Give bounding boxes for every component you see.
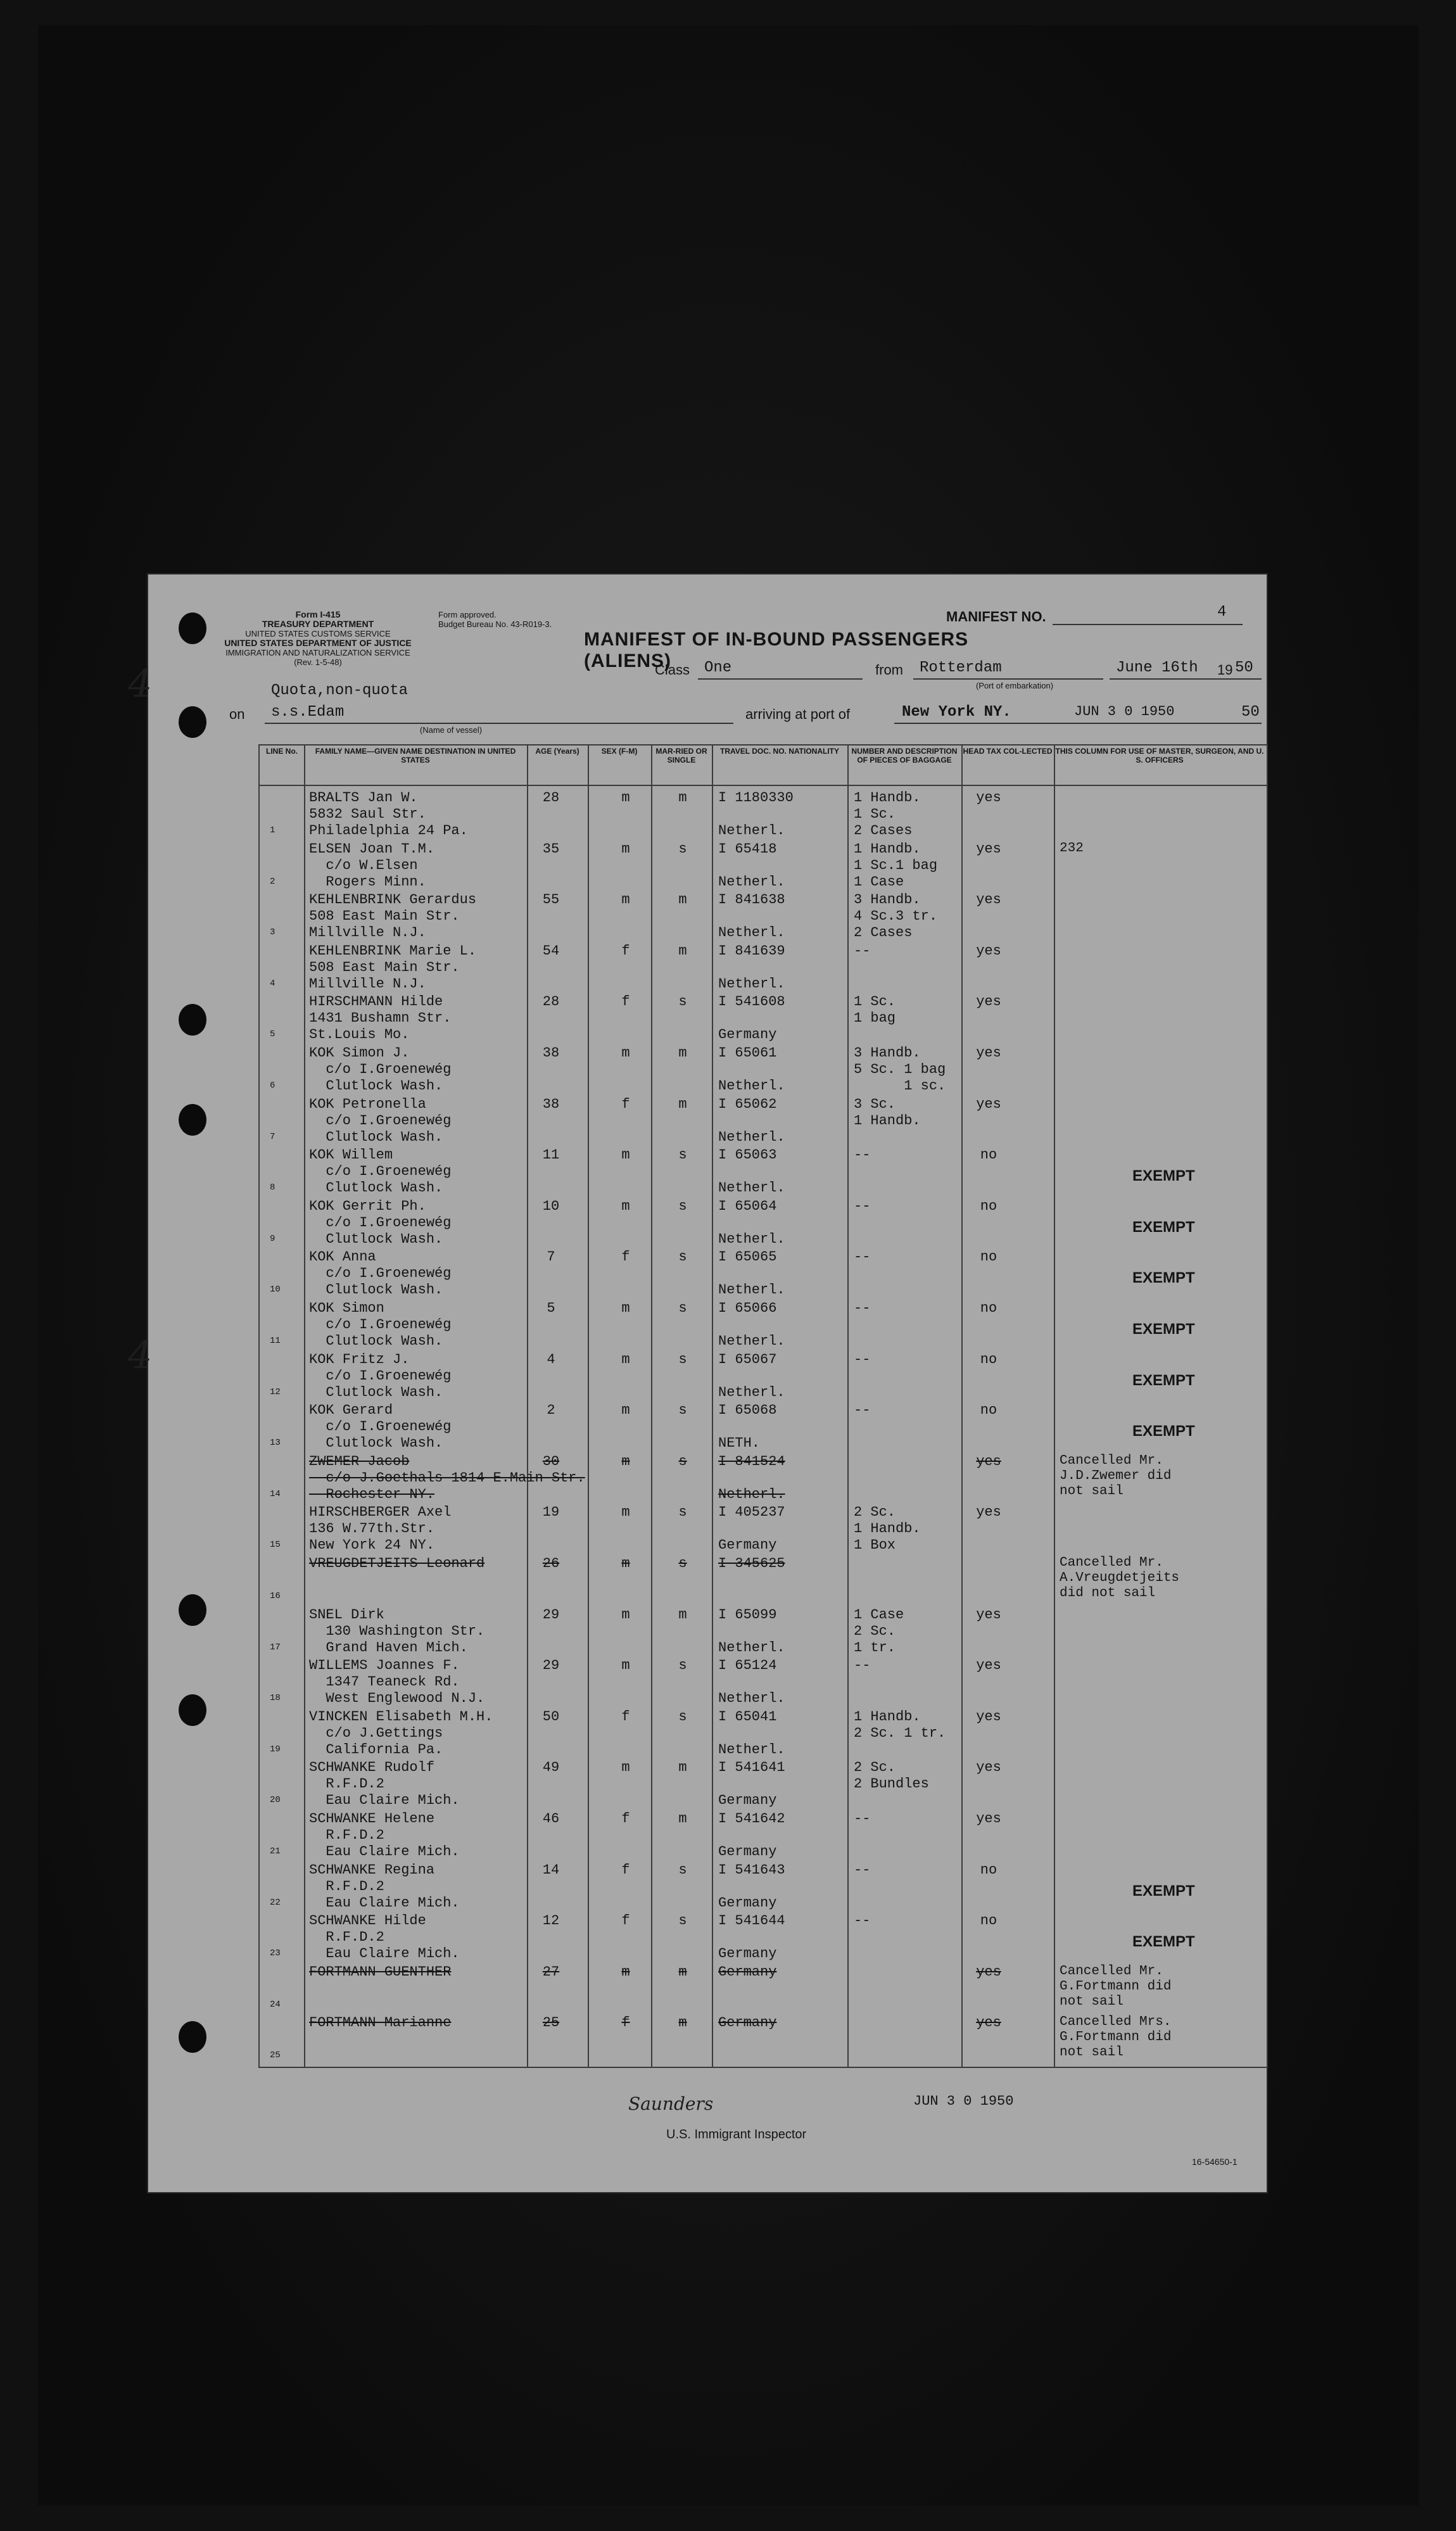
passenger-age: 35	[542, 840, 560, 857]
head-tax-collected: no	[980, 1249, 997, 1266]
line-number: 23	[270, 1948, 281, 1959]
underline	[1053, 624, 1243, 625]
table-row	[258, 1146, 1268, 1198]
inspector-signature: Saunders	[628, 2093, 714, 2114]
passenger-sex: m	[621, 1198, 630, 1214]
passenger-name-destination: ZWEMER Jacob c/o J.Goethals 1814 E.Main Str. Rochester NY.	[309, 1453, 585, 1502]
passenger-name-destination: ELSEN Joan T.M. c/o W.Elsen Rogers Minn.	[309, 840, 435, 890]
passenger-name-destination: FORTMANN Marianne	[309, 2015, 452, 2031]
line-number: 7	[270, 1131, 275, 1142]
head-tax-collected: yes	[976, 994, 1001, 1010]
officer-remarks: 232	[1060, 840, 1084, 856]
punch-hole	[179, 1104, 206, 1136]
line-number: 13	[270, 1438, 281, 1449]
head-tax-collected: yes	[976, 840, 1001, 857]
vessel-caption: (Name of vessel)	[419, 725, 483, 735]
punch-hole	[179, 1004, 206, 1036]
passenger-name-destination: VREUGDETJEITS Leonard	[309, 1556, 485, 1571]
table-row	[258, 1095, 1268, 1147]
line-number: 9	[270, 1233, 275, 1244]
baggage-description: 2 Sc. 2 Bundles	[854, 1760, 929, 1792]
passenger-name-destination: KOK Willem c/o I.Groenewég Clutlock Wash.	[309, 1147, 452, 1196]
form-code: 16-54650-1	[1192, 2157, 1238, 2167]
passenger-age: 49	[542, 1760, 560, 1776]
travel-doc-nationality: Germany	[718, 1963, 777, 1980]
table-rule	[258, 785, 1268, 786]
passenger-age: 27	[542, 1963, 560, 1980]
underline	[1110, 678, 1262, 680]
passenger-age: 50	[542, 1708, 560, 1725]
column-header-married: MAR-RIED OR SINGLE	[655, 747, 707, 764]
passenger-age: 38	[542, 1045, 560, 1061]
line-number: 25	[270, 2050, 281, 2061]
passenger-age: 29	[542, 1606, 560, 1623]
officer-remarks: Cancelled Mr. G.Fortmann did not sail	[1060, 1963, 1172, 2009]
punch-hole	[179, 1594, 206, 1626]
travel-doc-nationality: I 541608 Germany	[718, 994, 785, 1043]
line-number: 3	[270, 927, 275, 938]
table-row	[258, 1503, 1268, 1555]
column-header-baggage: NUMBER AND DESCRIPTION OF PIECES OF BAGGAGE	[851, 747, 958, 764]
travel-doc-nationality: I 65065 Netherl.	[718, 1249, 785, 1298]
passenger-sex: f	[621, 1096, 630, 1112]
marital-status: s	[678, 1556, 687, 1571]
line-number: 5	[270, 1029, 275, 1040]
travel-doc-nationality: I 65063 Netherl.	[718, 1147, 785, 1196]
table-row	[258, 1708, 1268, 1760]
travel-doc-nationality: I 65068 NETH.	[718, 1402, 777, 1452]
passenger-name-destination: KEHLENBRINK Marie L. 508 East Main Str. Millville N.J.	[309, 942, 477, 992]
marital-status: m	[678, 892, 687, 908]
exempt-stamp: EXEMPT	[1132, 1882, 1195, 1900]
page-title: MANIFEST OF IN-BOUND PASSENGERS (ALIENS)	[584, 629, 969, 671]
travel-doc-nationality: I 65099 Netherl.	[718, 1606, 785, 1656]
head-tax-collected: yes	[976, 1963, 1001, 1980]
column-header-age: AGE (Years)	[535, 747, 579, 756]
underline	[913, 678, 1103, 680]
marital-status: s	[678, 994, 687, 1010]
punch-hole	[179, 2021, 206, 2053]
passenger-sex: f	[621, 1862, 630, 1878]
table-row	[258, 1401, 1268, 1453]
table-row	[258, 942, 1268, 994]
line-number: 8	[270, 1183, 275, 1193]
passenger-age: 28	[542, 790, 560, 806]
baggage-description: --	[854, 1351, 871, 1367]
passenger-sex: m	[621, 892, 630, 908]
table-row	[258, 1912, 1268, 1963]
exempt-stamp: EXEMPT	[1132, 1167, 1195, 1185]
underline	[265, 723, 733, 724]
passenger-age: 5	[547, 1300, 555, 1316]
head-tax-collected: no	[980, 1351, 997, 1367]
passenger-name-destination: KEHLENBRINK Gerardus 508 East Main Str. Millville N.J.	[309, 892, 477, 941]
head-tax-collected: yes	[976, 1811, 1001, 1827]
baggage-description: 3 Handb. 4 Sc.3 tr. 2 Cases	[854, 892, 938, 941]
manifest-no-value: 4	[1217, 604, 1227, 621]
marital-status: m	[678, 1606, 687, 1623]
passenger-name-destination: SCHWANKE Hilde R.F.D.2 Eau Claire Mich.	[309, 1913, 460, 1962]
passenger-sex: f	[621, 1249, 630, 1266]
passenger-age: 28	[542, 994, 560, 1010]
head-tax-collected: yes	[976, 1606, 1001, 1623]
exempt-stamp: EXEMPT	[1132, 1423, 1195, 1440]
head-tax-collected: no	[980, 1147, 997, 1164]
baggage-description: 1 Case 2 Sc. 1 tr.	[854, 1606, 904, 1656]
head-tax-collected: no	[980, 1862, 997, 1878]
passenger-name-destination: WILLEMS Joannes F. 1347 Teaneck Rd. West Englewood N.J.	[309, 1658, 485, 1707]
punch-hole	[179, 1694, 206, 1726]
inspector-caption: U.S. Immigrant Inspector	[666, 2128, 807, 2141]
passenger-sex: m	[621, 1760, 630, 1776]
passenger-name-destination: KOK Simon J. c/o I.Groenewég Clutlock Wash.	[309, 1045, 452, 1094]
column-header-sex: SEX (F-M)	[601, 747, 638, 756]
marital-status: m	[678, 1811, 687, 1827]
table-row	[258, 1197, 1268, 1249]
passenger-name-destination: KOK Petronella c/o I.Groenewég Clutlock Wash.	[309, 1096, 452, 1145]
exempt-stamp: EXEMPT	[1132, 1933, 1195, 1951]
table-row	[258, 789, 1268, 840]
passenger-sex: m	[621, 1045, 630, 1061]
year-prefix: 19	[1217, 662, 1233, 678]
passenger-age: 2	[547, 1402, 555, 1419]
baggage-description: --	[854, 1658, 871, 1674]
baggage-description: 3 Sc. 1 Handb.	[854, 1096, 921, 1129]
passenger-name-destination: VINCKEN Elisabeth M.H. c/o J.Gettings California Pa.	[309, 1708, 493, 1758]
travel-doc-nationality: I 65061 Netherl.	[718, 1045, 785, 1094]
travel-doc-nationality: I 345625	[718, 1556, 785, 1571]
table-row	[258, 891, 1268, 942]
passenger-age: 10	[542, 1198, 560, 1214]
line-number: 10	[270, 1285, 281, 1295]
head-tax-collected: yes	[976, 1658, 1001, 1674]
passenger-sex: m	[621, 1453, 630, 1469]
inspection-stamp: JUN 3 0 1950	[913, 2093, 1014, 2109]
travel-doc-nationality: I 65064 Netherl.	[718, 1198, 785, 1247]
marital-status: m	[678, 2015, 687, 2031]
column-header-remarks: THIS COLUMN FOR USE OF MASTER, SURGEON, AND U. S. OFFICERS	[1055, 747, 1264, 764]
baggage-description: --	[854, 1811, 871, 1827]
head-tax-collected: yes	[976, 1708, 1001, 1725]
line-number: 4	[270, 978, 275, 989]
baggage-description: 3 Handb. 5 Sc. 1 bag 1 sc.	[854, 1045, 946, 1094]
table-row	[258, 1656, 1268, 1708]
table-row	[258, 1452, 1268, 1504]
passenger-name-destination: SNEL Dirk 130 Washington Str. Grand Haven Mich.	[309, 1606, 485, 1656]
passenger-age: 26	[542, 1556, 560, 1571]
passenger-age: 46	[542, 1811, 560, 1827]
line-number: 18	[270, 1693, 281, 1704]
passenger-name-destination: HIRSCHMANN Hilde 1431 Bushamn Str. St.Louis Mo.	[309, 994, 452, 1043]
travel-doc-nationality: I 65041 Netherl.	[718, 1708, 785, 1758]
passenger-name-destination: KOK Gerard c/o I.Groenewég Clutlock Wash.	[309, 1402, 452, 1452]
embark-caption: (Port of embarkation)	[975, 681, 1054, 690]
baggage-description: 1 Handb. 1 Sc.1 bag 1 Case	[854, 840, 938, 890]
head-tax-collected: yes	[976, 1453, 1001, 1469]
baggage-description: --	[854, 1862, 871, 1878]
marital-status: s	[678, 1402, 687, 1419]
passenger-age: 4	[547, 1351, 555, 1367]
head-tax-collected: no	[980, 1198, 997, 1214]
baggage-description: 1 Handb. 1 Sc. 2 Cases	[854, 790, 921, 839]
marital-status: m	[678, 1096, 687, 1112]
exempt-stamp: EXEMPT	[1132, 1321, 1195, 1338]
manifest-no-label: MANIFEST NO.	[946, 609, 1046, 625]
marital-status: s	[678, 1351, 687, 1367]
table-row	[258, 1810, 1268, 1862]
marital-status: s	[678, 840, 687, 857]
vessel-name: s.s.Edam	[271, 704, 345, 721]
table-row	[258, 993, 1268, 1044]
passenger-sex: m	[621, 1606, 630, 1623]
line-number: 21	[270, 1846, 281, 1856]
baggage-description: --	[854, 1300, 871, 1316]
on-label: on	[229, 706, 245, 722]
baggage-description: --	[854, 942, 871, 959]
head-tax-collected: yes	[976, 1096, 1001, 1112]
marital-status: s	[678, 1913, 687, 1929]
head-tax-collected: yes	[976, 1504, 1001, 1521]
travel-doc-nationality: I 841638 Netherl.	[718, 892, 785, 941]
marital-status: s	[678, 1198, 687, 1214]
officer-remarks: Cancelled Mr. A.Vreugdetjeits did not sail	[1060, 1556, 1180, 1601]
arrival-year: 50	[1241, 704, 1260, 721]
passenger-sex: m	[621, 1963, 630, 1980]
travel-doc-nationality: I 65124 Netherl.	[718, 1658, 785, 1707]
head-tax-collected: no	[980, 1402, 997, 1419]
line-number: 22	[270, 1897, 281, 1908]
table-row	[258, 1861, 1268, 1913]
table-row	[258, 1248, 1268, 1300]
travel-doc-nationality: I 65418 Netherl.	[718, 840, 785, 890]
travel-doc-nationality: I 65062 Netherl.	[718, 1096, 785, 1145]
marital-status: s	[678, 1708, 687, 1725]
travel-doc-nationality: I 841524 Netherl.	[718, 1453, 785, 1502]
line-number: 20	[270, 1795, 281, 1806]
marital-status: s	[678, 1300, 687, 1316]
line-number: 24	[270, 1999, 281, 2010]
table-rule	[258, 744, 1268, 745]
passenger-age: 38	[542, 1096, 560, 1112]
marital-status: m	[678, 1760, 687, 1776]
line-number: 19	[270, 1744, 281, 1754]
passenger-name-destination: KOK Gerrit Ph. c/o I.Groenewég Clutlock Wash.	[309, 1198, 452, 1247]
passenger-sex: m	[621, 1300, 630, 1316]
head-tax-collected: no	[980, 1300, 997, 1316]
line-number: 12	[270, 1386, 281, 1397]
quota-text: Quota,non-quota	[271, 682, 408, 699]
exempt-stamp: EXEMPT	[1132, 1218, 1195, 1236]
passenger-sex: m	[621, 1658, 630, 1674]
passenger-sex: m	[621, 1351, 630, 1367]
passenger-sex: m	[621, 840, 630, 857]
marital-status: s	[678, 1862, 687, 1878]
table-row	[258, 840, 1268, 892]
passenger-sex: f	[621, 1913, 630, 1929]
passenger-sex: f	[621, 2015, 630, 2031]
marital-status: s	[678, 1147, 687, 1164]
class-label: Class	[655, 662, 690, 678]
travel-doc-nationality: I 841639 Netherl.	[718, 942, 785, 992]
passenger-name-destination: KOK Fritz J. c/o I.Groenewég Clutlock Wash.	[309, 1351, 452, 1400]
line-number: 15	[270, 1540, 281, 1551]
margin-handwritten-mark: 4	[128, 662, 153, 706]
marital-status: m	[678, 942, 687, 959]
baggage-description: 2 Sc. 1 Handb. 1 Box	[854, 1504, 921, 1554]
passenger-sex: f	[621, 942, 630, 959]
baggage-description: 1 Handb. 2 Sc. 1 tr.	[854, 1708, 946, 1741]
baggage-description: --	[854, 1147, 871, 1164]
travel-doc-nationality: I 541642 Germany	[718, 1811, 785, 1860]
column-header-line: LINE No.	[266, 747, 298, 756]
baggage-description: --	[854, 1913, 871, 1929]
table-row	[258, 1963, 1268, 2015]
passenger-name-destination: SCHWANKE Rudolf R.F.D.2 Eau Claire Mich.	[309, 1760, 460, 1809]
arriving-label: arriving at port of	[745, 706, 851, 722]
line-number: 11	[270, 1336, 281, 1346]
marital-status: m	[678, 790, 687, 806]
class-value: One	[704, 659, 732, 676]
port-value: New York NY.	[902, 704, 1011, 721]
date-value: June 16th	[1116, 659, 1198, 676]
table-row	[258, 1758, 1268, 1810]
baggage-description: 1 Sc. 1 bag	[854, 994, 896, 1027]
passenger-table	[258, 744, 1268, 2068]
underline	[698, 678, 863, 680]
travel-doc-nationality: I 541641 Germany	[718, 1760, 785, 1809]
from-value: Rotterdam	[920, 659, 1002, 676]
exempt-stamp: EXEMPT	[1132, 1371, 1195, 1389]
head-tax-collected: yes	[976, 1760, 1001, 1776]
passenger-age: 54	[542, 942, 560, 959]
table-rule	[258, 2067, 1268, 2068]
line-number: 14	[270, 1488, 281, 1499]
form-approval: Form approved. Budget Bureau No. 43-R019-3.	[438, 610, 552, 629]
punch-hole	[179, 706, 206, 738]
travel-doc-nationality: I 1180330 Netherl.	[718, 790, 794, 839]
punch-hole	[179, 612, 206, 644]
passenger-age: 11	[542, 1147, 560, 1164]
table-row	[258, 1044, 1268, 1096]
officer-remarks: Cancelled Mrs. G.Fortmann did not sail	[1060, 2015, 1172, 2060]
passenger-name-destination: SCHWANKE Helene R.F.D.2 Eau Claire Mich.	[309, 1811, 460, 1860]
passenger-age: 7	[547, 1249, 555, 1266]
table-row	[258, 1299, 1268, 1351]
marital-status: s	[678, 1453, 687, 1469]
arrival-date-stamp: JUN 3 0 1950	[1074, 704, 1175, 720]
baggage-description: --	[854, 1198, 871, 1214]
passenger-sex: f	[621, 1811, 630, 1827]
table-row	[258, 1554, 1268, 1606]
marital-status: s	[678, 1249, 687, 1266]
form-header-left: Form I-415 TREASURY DEPARTMENT UNITED STATES CUSTOMS SERVICE UNITED STATES DEPARTMENT OF JUSTICE IMMIGRATION AND NATURALIZATION SERVICE (Rev. 1-5-48)	[224, 609, 412, 667]
line-number: 1	[270, 825, 275, 835]
head-tax-collected: yes	[976, 892, 1001, 908]
travel-doc-nationality: I 65066 Netherl.	[718, 1300, 785, 1349]
passenger-name-destination: FORTMANN GUENTHER	[309, 1963, 452, 1980]
travel-doc-nationality: I 405237 Germany	[718, 1504, 785, 1554]
line-number: 6	[270, 1081, 275, 1091]
passenger-age: 55	[542, 892, 560, 908]
passenger-age: 19	[542, 1504, 560, 1521]
column-header-name: FAMILY NAME—GIVEN NAME DESTINATION IN UNITED STATES	[315, 747, 516, 764]
table-row	[258, 1350, 1268, 1402]
exempt-stamp: EXEMPT	[1132, 1269, 1195, 1287]
officer-remarks: Cancelled Mr. J.D.Zwemer did not sail	[1060, 1453, 1172, 1499]
marital-status: m	[678, 1963, 687, 1980]
line-number: 17	[270, 1642, 281, 1652]
baggage-description: --	[854, 1249, 871, 1266]
from-label: from	[875, 662, 903, 678]
marital-status: s	[678, 1658, 687, 1674]
table-row	[258, 2014, 1268, 2065]
passenger-name-destination: KOK Simon c/o I.Groenewég Clutlock Wash.	[309, 1300, 452, 1349]
manifest-sheet	[128, 573, 1268, 2193]
head-tax-collected: yes	[976, 1045, 1001, 1061]
passenger-age: 30	[542, 1453, 560, 1469]
passenger-sex: m	[621, 1147, 630, 1164]
passenger-name-destination: HIRSCHBERGER Axel 136 W.77th.Str. New York 24 NY.	[309, 1504, 452, 1554]
passenger-name-destination: KOK Anna c/o I.Groenewég Clutlock Wash.	[309, 1249, 452, 1298]
column-header-doc: TRAVEL DOC. NO. NATIONALITY	[720, 747, 839, 756]
passenger-sex: m	[621, 790, 630, 806]
table-row	[258, 1606, 1268, 1658]
column-header-tax: HEAD TAX COL-LECTED	[963, 747, 1053, 756]
passenger-sex: m	[621, 1556, 630, 1571]
year-value: 50	[1235, 659, 1253, 676]
marital-status: s	[678, 1504, 687, 1521]
underline	[894, 723, 1262, 724]
passenger-age: 25	[542, 2015, 560, 2031]
head-tax-collected: yes	[976, 942, 1001, 959]
line-number: 2	[270, 876, 275, 887]
passenger-sex: f	[621, 1708, 630, 1725]
passenger-sex: f	[621, 994, 630, 1010]
passenger-age: 12	[542, 1913, 560, 1929]
travel-doc-nationality: I 65067 Netherl.	[718, 1351, 785, 1400]
passenger-age: 14	[542, 1862, 560, 1878]
passenger-sex: m	[621, 1504, 630, 1521]
passenger-age: 29	[542, 1658, 560, 1674]
passenger-name-destination: SCHWANKE Regina R.F.D.2 Eau Claire Mich.	[309, 1862, 460, 1911]
passenger-sex: m	[621, 1402, 630, 1419]
travel-doc-nationality: Germany	[718, 2015, 777, 2031]
travel-doc-nationality: I 541644 Germany	[718, 1913, 785, 1962]
passenger-name-destination: BRALTS Jan W. 5832 Saul Str. Philadelphia 24 Pa.	[309, 790, 468, 839]
baggage-description: --	[854, 1402, 871, 1419]
travel-doc-nationality: I 541643 Germany	[718, 1862, 785, 1911]
head-tax-collected: no	[980, 1913, 997, 1929]
head-tax-collected: yes	[976, 2015, 1001, 2031]
head-tax-collected: yes	[976, 790, 1001, 806]
marital-status: m	[678, 1045, 687, 1061]
margin-handwritten-mark: 4	[128, 1333, 153, 1378]
line-number: 16	[270, 1591, 281, 1601]
